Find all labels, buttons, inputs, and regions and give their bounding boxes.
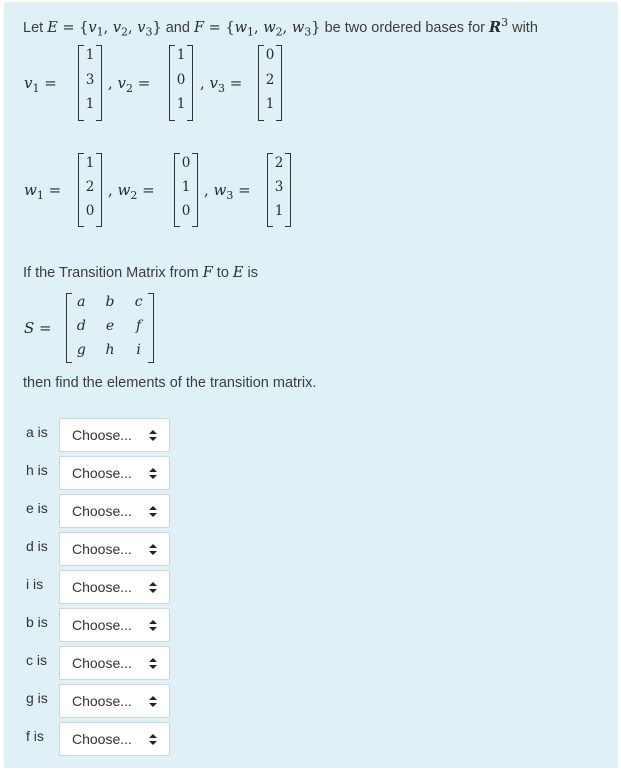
intro-and: and: [165, 19, 190, 36]
intro-with: with: [512, 19, 538, 36]
up-down-caret-icon: [149, 533, 157, 565]
transition-matrix: [66, 293, 154, 363]
up-down-caret-icon: [149, 723, 157, 755]
answer-label-e: e is: [26, 500, 48, 516]
intro-let: Let: [23, 19, 44, 36]
space-symbol: R: [489, 18, 502, 36]
up-down-caret-icon: [149, 495, 157, 527]
up-down-caret-icon: [149, 647, 157, 679]
v3-vector: 0 2 1: [258, 45, 282, 121]
answer-select-e[interactable]: Choose...: [59, 494, 170, 528]
answer-select-f[interactable]: Choose...: [59, 722, 170, 756]
up-down-caret-icon: [149, 609, 157, 641]
answer-select-g[interactable]: Choose...: [59, 684, 170, 718]
answer-label-b: b is: [26, 614, 48, 630]
w3-label: , $w_3$ =: [204, 181, 251, 202]
answer-label-c: c is: [26, 652, 47, 668]
up-down-caret-icon: [149, 685, 157, 717]
answer-select-d[interactable]: Choose...: [59, 532, 170, 566]
v3-label: , $v_3$ =: [200, 74, 243, 95]
w2-vector: 0 1 0: [174, 153, 198, 227]
answer-label-g: g is: [26, 690, 48, 706]
basis-e-definition: E: [47, 19, 58, 36]
answer-select-h[interactable]: Choose...: [59, 456, 170, 490]
transition-from: F: [202, 265, 213, 281]
transition-target: E: [232, 265, 244, 281]
answer-select-a[interactable]: Choose...: [59, 418, 170, 452]
w1-label: $w_1$ =: [24, 181, 62, 202]
up-down-caret-icon: [149, 419, 157, 451]
w2-label: , $w_2$ =: [108, 181, 155, 202]
v2-label: , $v_2$ =: [108, 74, 151, 95]
v1-label: $v_1$ =: [24, 74, 57, 95]
matrix-row: a b c: [77, 294, 143, 310]
v1-vector: 1 3 1: [78, 45, 102, 121]
basis-f-definition: F: [193, 19, 204, 36]
intro-be-text: be two ordered bases for: [324, 19, 485, 36]
matrix-row: g h i: [76, 342, 141, 358]
answer-label-a: a is: [26, 424, 48, 440]
answer-select-i[interactable]: Choose...: [59, 570, 170, 604]
question-panel: [4, 2, 618, 768]
matrix-label: S =: [24, 319, 52, 337]
instruction-text: then find the elements of the transition matrix.: [23, 375, 317, 391]
up-down-caret-icon: [149, 457, 157, 489]
answer-label-h: h is: [26, 462, 48, 478]
answer-label-d: d is: [26, 538, 48, 554]
answer-select-c[interactable]: Choose...: [59, 646, 170, 680]
space-exponent: 3: [501, 16, 509, 29]
question-intro-line: Let $E = \{v_1$, $v_2$, $v_3$} and $F = \{w_1$, $w_2$, $w_3$} be two ordered bases for $R^3$ with: [23, 16, 538, 39]
v2-vector: 1 0 1: [169, 45, 193, 121]
matrix-row: d e f: [76, 318, 142, 334]
w1-vector: 1 2 0: [78, 153, 102, 227]
transition-sentence: If the Transition Matrix from F to E is: [23, 265, 259, 281]
up-down-caret-icon: [149, 571, 157, 603]
answer-label-i: i is: [26, 576, 44, 592]
answer-label-f: f is: [26, 728, 44, 744]
w3-vector: 2 3 1: [267, 153, 291, 227]
answer-select-b[interactable]: Choose...: [59, 608, 170, 642]
